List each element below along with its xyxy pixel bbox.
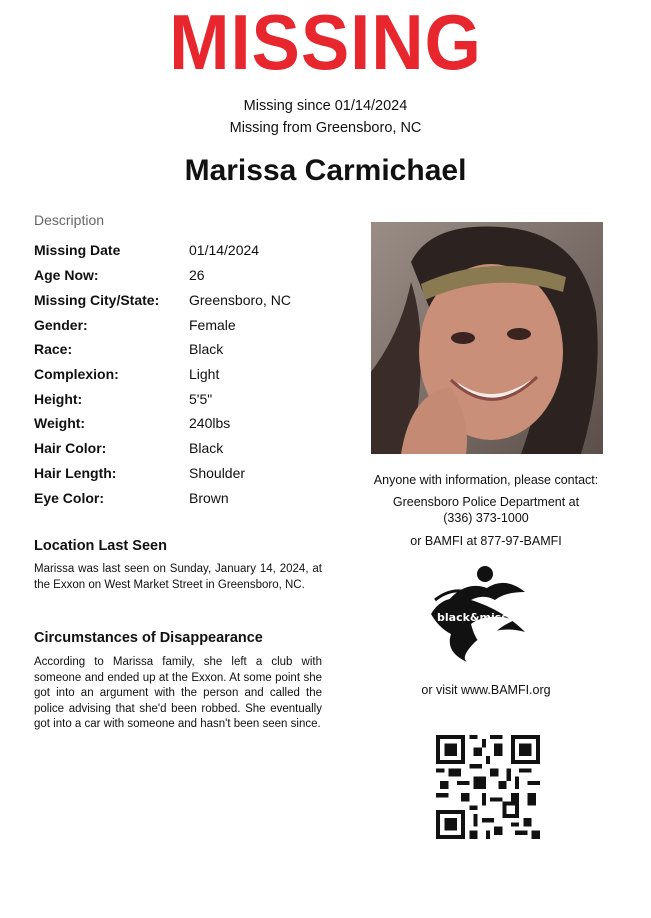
row-value: 01/14/2024 (189, 242, 260, 258)
row-value: Brown (189, 490, 229, 506)
description-row (34, 490, 334, 510)
row-value: Black (189, 341, 224, 357)
description-row (34, 267, 334, 287)
row-value: 26 (189, 267, 205, 283)
contact-bamfi: or BAMFI at 877-97-BAMFI (410, 534, 562, 548)
qr-code (436, 735, 540, 839)
row-value: Female (189, 317, 236, 333)
row-label: Height: (34, 391, 83, 407)
location-heading: Location Last Seen (34, 538, 167, 554)
row-value: Black (189, 440, 224, 456)
row-value: Light (189, 366, 220, 382)
row-value: 240lbs (189, 415, 231, 431)
description-row (34, 341, 334, 361)
row-value: Shoulder (189, 465, 246, 481)
description-row (34, 440, 334, 460)
description-row (34, 317, 334, 337)
contact-agency: Greensboro Police Department at (392, 495, 580, 509)
description-row (34, 465, 334, 485)
portrait-illustration (371, 222, 603, 454)
missing-since: Missing since 01/14/2024 (243, 98, 408, 114)
description-row (34, 292, 334, 312)
person-name: Marissa Carmichael (184, 154, 467, 187)
description-row (34, 391, 334, 411)
contact-website: or visit www.BAMFI.org (421, 683, 551, 697)
contact-phone: (336) 373-1000 (443, 511, 529, 525)
row-label: Hair Color: (34, 440, 107, 456)
row-value: Greensboro, NC (189, 292, 291, 308)
missing-from: Missing from Greensboro, NC (229, 120, 422, 136)
description-row (34, 242, 334, 262)
row-label: Missing Date (34, 242, 121, 258)
row-label: Missing City/State: (34, 292, 160, 308)
logo-icon (425, 562, 537, 662)
row-label: Hair Length: (34, 465, 117, 481)
contact-intro: Anyone with information, please contact: (373, 473, 599, 487)
person-photo (371, 222, 603, 454)
row-label: Age Now: (34, 267, 99, 283)
row-label: Race: (34, 341, 73, 357)
circumstances-heading: Circumstances of Disappearance (34, 630, 263, 646)
logo-text: black&missing (437, 611, 528, 624)
location-text: Marissa was last seen on Sunday, January 14, 2024, at the Exxon on West Market Street in Greensboro, NC. (34, 563, 322, 591)
qr-code-icon (436, 735, 540, 839)
row-label: Complexion: (34, 366, 119, 382)
circumstances-text: According to Marissa family, she left a club with someone and ended up at the Exxon. At some point she got into an argument with the person and called the police advising that she'd been robbed. She eventually got into a car with someone and hasn't been seen since. (34, 656, 322, 731)
description-row (34, 415, 334, 435)
row-label: Eye Color: (34, 490, 105, 506)
row-label: Gender: (34, 317, 88, 333)
description-row (34, 366, 334, 386)
description-heading: Description (34, 212, 105, 228)
missing-title: MISSING (169, 0, 482, 86)
row-label: Weight: (34, 415, 86, 431)
black-and-missing-logo (425, 562, 537, 662)
row-value: 5'5" (189, 391, 213, 407)
